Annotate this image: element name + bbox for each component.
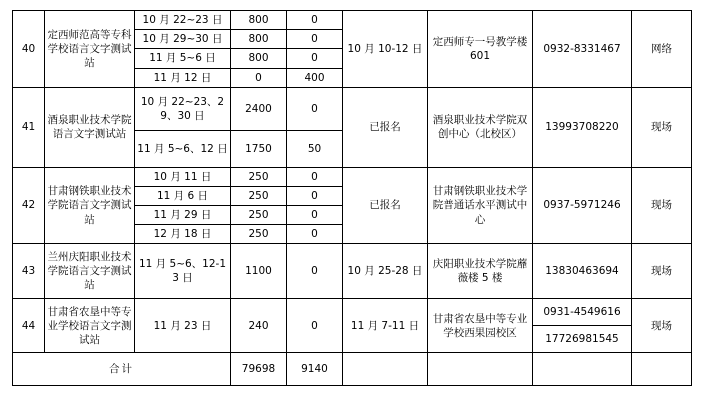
- phone: 13830463694: [533, 244, 632, 299]
- location: 定西师专一号教学楼 601: [428, 11, 533, 88]
- table-row: [13, 167, 692, 186]
- schedule-date: 11 月 5~6 日: [135, 49, 231, 68]
- total-label: 合计: [13, 353, 231, 386]
- schedule-date: 11 月 5~6、12-13 日: [135, 244, 231, 299]
- register-mode: 现场: [632, 87, 692, 167]
- quota-a: 250: [231, 186, 287, 205]
- row-index: 40: [13, 11, 45, 88]
- table-total-row: [13, 353, 692, 386]
- quota-b: 0: [287, 30, 343, 49]
- row-index: 44: [13, 299, 45, 353]
- phone: 0937-5971246: [533, 167, 632, 244]
- quota-b: 0: [287, 206, 343, 225]
- register-mode: 网络: [632, 11, 692, 88]
- quota-a: 800: [231, 49, 287, 68]
- station-name: 兰州庆阳职业技术学院语言文字测试站: [45, 244, 135, 299]
- station-name: 甘肃钢铁职业技术学院语言文字测试站: [45, 167, 135, 244]
- total-a: 79698: [231, 353, 287, 386]
- quota-a: 240: [231, 299, 287, 353]
- total-blank-period: [343, 353, 428, 386]
- location: 甘肃省农垦中等专业学校西果园校区: [428, 299, 533, 353]
- table-row: [13, 244, 692, 299]
- quota-b: 0: [287, 299, 343, 353]
- quota-a: 0: [231, 68, 287, 87]
- phone: 17726981545: [533, 326, 632, 353]
- register-mode: 现场: [632, 167, 692, 244]
- total-b: 9140: [287, 353, 343, 386]
- location: 酒泉职业技术学院双创中心（北校区）: [428, 87, 533, 167]
- table-row: [13, 87, 692, 130]
- register-period: 10 月 25-28 日: [343, 244, 428, 299]
- station-name: 甘肃省农垦中等专业学校语言文字测试站: [45, 299, 135, 353]
- quota-a: 250: [231, 167, 287, 186]
- quota-a: 1750: [231, 130, 287, 167]
- quota-b: 0: [287, 87, 343, 130]
- station-name: 定西师范高等专科学校语言文字测试站: [45, 11, 135, 88]
- register-period: 10 月 10-12 日: [343, 11, 428, 88]
- registration-table: [12, 10, 692, 386]
- quota-a: 800: [231, 11, 287, 30]
- total-blank-phone: [533, 353, 632, 386]
- quota-b: 0: [287, 11, 343, 30]
- register-period: 11 月 7-11 日: [343, 299, 428, 353]
- row-index: 41: [13, 87, 45, 167]
- register-period: 已报名: [343, 87, 428, 167]
- schedule-date: 12 月 18 日: [135, 225, 231, 244]
- schedule-date: 11 月 5~6、12 日: [135, 130, 231, 167]
- quota-a: 250: [231, 206, 287, 225]
- schedule-date: 11 月 29 日: [135, 206, 231, 225]
- quota-b: 50: [287, 130, 343, 167]
- schedule-date: 10 月 11 日: [135, 167, 231, 186]
- quota-a: 1100: [231, 244, 287, 299]
- schedule-date: 10 月 22~23 日: [135, 11, 231, 30]
- register-mode: 现场: [632, 244, 692, 299]
- table-row: [13, 299, 692, 326]
- quota-b: 0: [287, 244, 343, 299]
- phone: 13993708220: [533, 87, 632, 167]
- quota-b: 0: [287, 49, 343, 68]
- location: 庆阳职业技术学院蘼薇楼 5 楼: [428, 244, 533, 299]
- schedule-date: 11 月 12 日: [135, 68, 231, 87]
- station-name: 酒泉职业技术学院语言文字测试站: [45, 87, 135, 167]
- schedule-date: 10 月 22~23、29、30 日: [135, 87, 231, 130]
- quota-b: 400: [287, 68, 343, 87]
- schedule-date: 11 月 6 日: [135, 186, 231, 205]
- total-blank-mode: [632, 353, 692, 386]
- quota-b: 0: [287, 225, 343, 244]
- quota-a: 800: [231, 30, 287, 49]
- register-mode: 现场: [632, 299, 692, 353]
- phone: 0931-4549616: [533, 299, 632, 326]
- quota-a: 2400: [231, 87, 287, 130]
- phone: 0932-8331467: [533, 11, 632, 88]
- quota-b: 0: [287, 186, 343, 205]
- quota-b: 0: [287, 167, 343, 186]
- location: 甘肃钢铁职业技术学院普通话水平测试中心: [428, 167, 533, 244]
- schedule-date: 10 月 29~30 日: [135, 30, 231, 49]
- schedule-date: 11 月 23 日: [135, 299, 231, 353]
- total-blank-location: [428, 353, 533, 386]
- table-row: [13, 11, 692, 30]
- row-index: 43: [13, 244, 45, 299]
- quota-a: 250: [231, 225, 287, 244]
- register-period: 已报名: [343, 167, 428, 244]
- row-index: 42: [13, 167, 45, 244]
